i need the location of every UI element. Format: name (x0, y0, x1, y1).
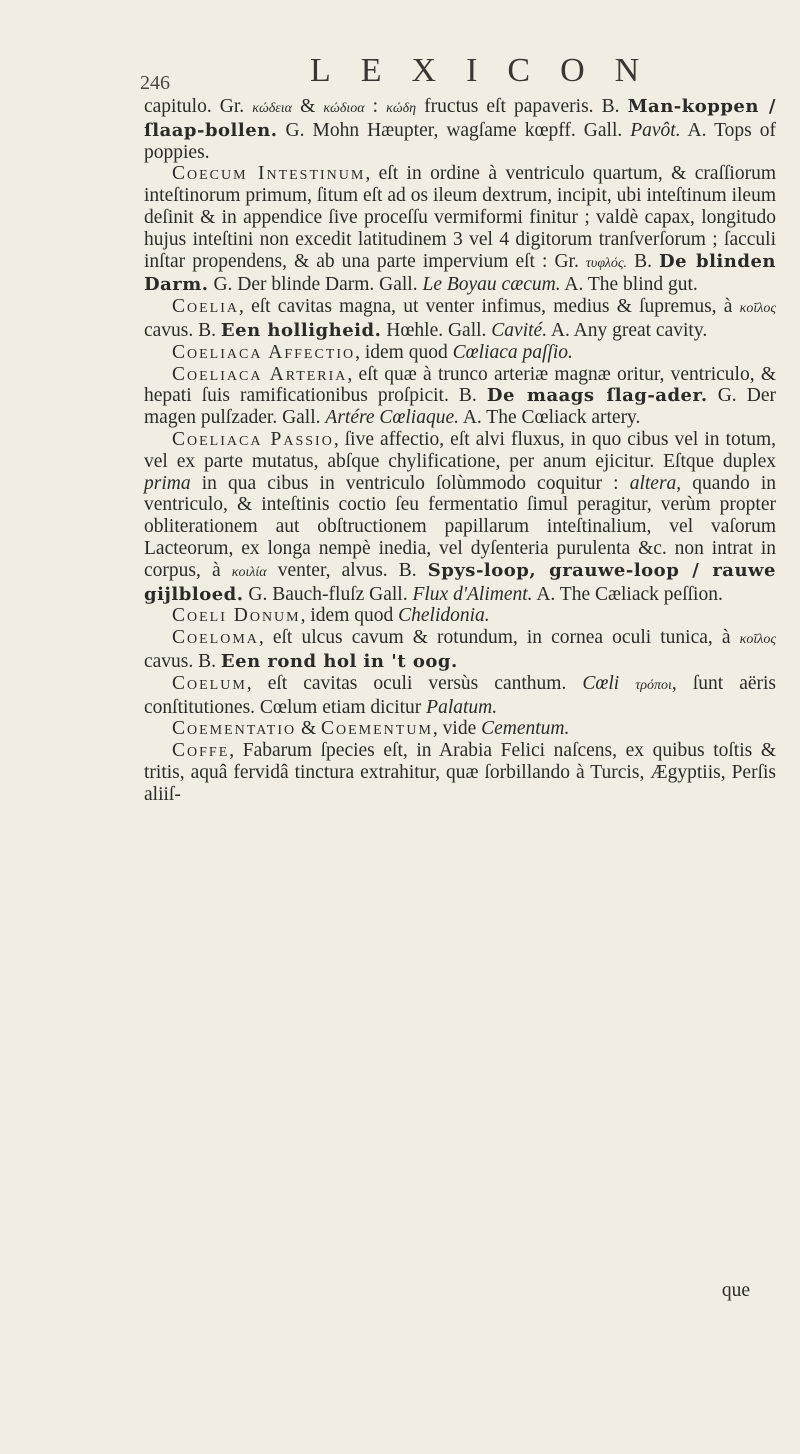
entry-headword: Coelia (172, 296, 239, 318)
entry-coecum-intestinum: Coecum Intestinum, eſt in ordine à ventriculo quartum, & craſſiorum inteſtinorum primum, ſitum eſt ad os ileum dextrum, incipit, ubi inteſtinum ileum deſinit & in appendice ſive proceſſu vermiformi finitur ; valdè capax, longitudo hujus inteſtini non excedit latitudinem 3 vel 4 digitorum tranſverſorum ; ſacculi inſtar propendens, & ab una parte impervium eſt : Gr. τυφλός. B. De blinden Darm. G. Der blinde Darm. Gall. Le Boyau cæcum. A. The blind gut. (144, 163, 776, 296)
entry-coelia: Coelia, eſt cavitas magna, ut venter infimus, medius & ſupremus, à κοῖλος cavus. B. Een holligheid. Hœhle. Gall. Cavité. A. Any great cavity. (144, 296, 776, 341)
entry-headword: Coelum (172, 672, 247, 694)
entry-headword: Coeliaca Arteria (172, 363, 348, 385)
entry-papaver-continuation: capitulo. Gr. κώδεια & κώδιοα : κώδη fructus eſt papaveris. B. Man-koppen / ſlaap-bollen. G. Mohn Hæupter, wagſame kœpff. Gall. Pavôt. A. Tops of poppies. (144, 96, 776, 163)
running-title: LEXICON (310, 52, 670, 89)
entry-coffe: Coffe, Fabarum ſpecies eſt, in Arabia Felici naſcens, ex quibus toſtis & tritis, aquâ fervidâ tinctura extrahitur, quæ ſorbillando à Turcis, Ægyptiis, Perſis aliiſ- (144, 740, 776, 805)
entry-headword: Coementatio (172, 718, 297, 740)
page-number: 246 (140, 72, 170, 94)
entry-headword: Coecum Intestinum (172, 163, 366, 185)
entry-coeliaca-affectio: Coeliaca Affectio, idem quod Cœliaca paſſio. (172, 341, 573, 363)
dictionary-text (144, 96, 776, 806)
entry-headword: Coeloma (172, 627, 259, 649)
entry-coeloma: Coeloma, eſt ulcus cavum & rotundum, in cornea oculi tunica, à κοῖλος cavus. B. Een rond hol in 't oog. (144, 627, 776, 672)
entry-headword: Coeliaca Affectio (172, 341, 356, 363)
entry-headword: Coffe (172, 740, 230, 762)
running-header (140, 50, 740, 94)
entry-headword: Coeli Donum (172, 605, 301, 627)
entry-coeliaca-arteria: Coeliaca Arteria, eſt quæ à trunco arteriæ magnæ oritur, ventriculo, & hepati ſuis ramificationibus proſpicit. B. De maags ſlag-ader. G. Der magen pulſzader. Gall. Artére Cœliaque. A. The Cœliack artery. (144, 363, 776, 429)
catchword: que (721, 1280, 750, 1301)
entry-coeli-donum: Coeli Donum, idem quod Chelidonia. (172, 605, 490, 627)
entry-coelum: Coelum, eſt cavitas oculi versùs canthum. Cœli τρόποι, ſunt aëris conſtitutiones. Cœlum etiam dicitur Palatum. (144, 672, 777, 718)
entry-coementatio: Coementatio & Coementum, vide Cementum. (172, 718, 570, 740)
entry-headword: Coeliaca Passio (172, 428, 334, 450)
entry-coeliaca-passio: Coeliaca Passio, ſive affectio, eſt alvi fluxus, in quo cibus vel in totum, vel ex parte mutatus, abſque chylificatione, per anum ejicitur. Eſtque duplex prima in qua cibus in ventriculo ſolùmmodo coquitur : altera, quando in ventriculo, & inteſtinis coctio ſeu fermentatio ſimul peragitur, verùm propter obliterationem aut obſtructionem papillarum inteſtinalium, vel vaſorum Lacteorum, ex longa nempè inedia, vel dyſenteria purulenta &c. non intrat in corpus, à κοιλία venter, alvus. B. Spys-loop, grauwe-loop / rauwe gijlbloed. G. Bauch-fluſz Gall. Flux d'Aliment. A. The Cæliack peſſion. (144, 428, 777, 605)
